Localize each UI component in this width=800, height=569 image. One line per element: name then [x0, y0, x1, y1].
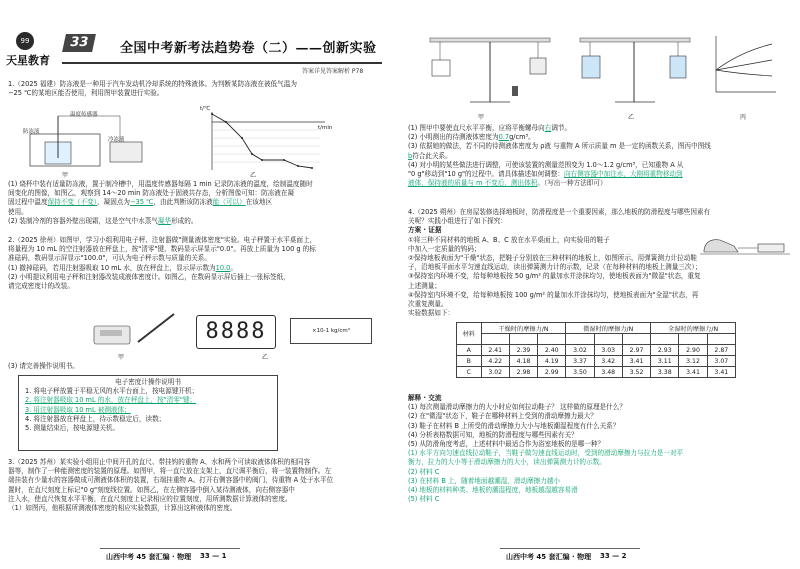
- q2-answer-1: 10.0: [215, 263, 231, 272]
- cell: 3.41: [679, 367, 707, 378]
- cell: 3.48: [594, 367, 622, 378]
- title-rule: [62, 62, 382, 64]
- label-sensor: 温度传感器: [70, 112, 98, 118]
- q1-sub1c-mid2: ，由此判断该防冻液: [153, 198, 213, 207]
- fig-label-bing: 丙: [740, 114, 747, 121]
- q1-answer-2: −35 ℃: [129, 198, 154, 207]
- q4-step-2b: 子，沿地板平面水平匀速直线运动，读出弹簧测力计的示数，记录（在每种材料的地板上测量三次）；: [408, 263, 702, 272]
- table-header-wet: 全湿时的摩擦力/N: [651, 323, 736, 334]
- left-footer-rule: [100, 548, 240, 549]
- cell: 3.02: [481, 367, 509, 378]
- q4-step-2: ②保持地板表面为"干燥"状态，把鞋子分别放在三种材料的地板上，如图所示，用弹簧测力计拉动鞋: [408, 254, 697, 263]
- manual-item-5: 5. 测量结束后，按电源键关机。: [25, 424, 120, 433]
- cell: 3.38: [651, 367, 679, 378]
- table-header-dry: 干燥时的摩擦力/N: [481, 323, 566, 334]
- table-header-material: 材料: [457, 323, 482, 345]
- q4-question-3: (3) 鞋子在材料 B 上所受的滑动摩擦力大小与地板潮湿程度有什么关系？: [408, 421, 620, 430]
- logo-text: 天星教育: [6, 54, 50, 67]
- cell: 2.39: [509, 345, 537, 356]
- q2-scale-syringe-figure: [90, 310, 180, 350]
- q2-intro2: 将量程为 10 mL 的空注射器放在秤盘上，按"清零"键，数码显示屏显示"0.0"。再放上质量为 100 g 的标: [8, 245, 316, 254]
- q2-sub2: (2) 小明提议利用电子秤和注射器改装成液体密度计。如图乙，在数码显示屏后插上一张标签纸，: [8, 272, 290, 281]
- label-fig-yi: 乙: [250, 172, 257, 179]
- cell: 2.99: [538, 367, 566, 378]
- cell: 3.50: [566, 367, 594, 378]
- cell: 2.97: [622, 345, 650, 356]
- q1-sub1c-mid: ，凝固点为: [97, 198, 130, 207]
- left-page-number: 33 — 1: [200, 552, 227, 560]
- q4-intro: 4.（2025 朔州）在房屋装修选择地板时，防滑程度是一个重要因素，那么地板的防滑程度与哪些因素有: [408, 208, 711, 216]
- q1-sub1d: 使用。: [8, 207, 28, 216]
- q4-step-4b: 次重复测量。: [408, 300, 448, 309]
- q1-sub2-post: 形成的。: [171, 216, 198, 225]
- publisher-logo: [6, 32, 58, 68]
- table-row: [457, 367, 736, 378]
- cell: 2.40: [538, 345, 566, 356]
- q4-step-3: ③保持室内环境不变，给每种地板按 50 g/m² 的量加水并涂抹均匀，使地板表面为"微湿"状态，重复: [408, 272, 701, 281]
- q3-sub1-post: 调节。: [551, 124, 572, 132]
- table-row: [457, 345, 736, 356]
- graph-x-label: t/min: [318, 125, 333, 131]
- manual-box: [18, 375, 278, 451]
- q2-sub1-post: 。: [230, 263, 237, 272]
- right-footer: 山西中考 45 套汇编 · 物理: [506, 553, 592, 561]
- right-page-number: 33 — 2: [600, 552, 627, 560]
- q3-answer-3: b: [408, 151, 413, 160]
- q3-sub3: (3) 依据她的做法，若不同的待测液体密度为 ρ液 与重物 A 所示质量 m 是一定的函数关系，图丙中图线: [408, 142, 711, 151]
- question-4: [408, 208, 793, 318]
- fig-label-yi: 乙: [628, 114, 635, 121]
- q1-sub2-text: (2) 装制冷剂的容器外壁出现霜，这是空气中水蒸气: [8, 216, 158, 225]
- q3-intro5: 注入水，使直尺恢复水平平衡，在直尺刻度上记录相应的位置刻度，用所测数据计算液体的密度。: [8, 494, 292, 503]
- q4-question-1: (1) 每次测量滑动摩擦力的大小时应如何拉动鞋子？ 这样做的原理是什么？: [408, 403, 626, 412]
- graph-y-label: t/℃: [200, 106, 211, 112]
- cell: 3.12: [679, 356, 707, 367]
- q2-intro: 2.（2025 徐州）如图甲，学习小组利用电子秤、注射器做"测量液体密度"实验。电子秤置于水平桌面上，: [8, 236, 317, 244]
- q4-step-3b: 上述测量；: [408, 281, 441, 290]
- q2-label-jia: 甲: [118, 354, 125, 361]
- q3-sub4b-text: "0 g"移动到"10 g"的过程中。请具体描述如何调整：: [408, 170, 564, 179]
- q3-sub4c-post: 。（写出一种方法即可）: [537, 179, 607, 188]
- q4-intro2: 关呢？实践小组进行了如下探究：: [408, 217, 507, 226]
- q4-answer-4: (4) 地板的材料种类、地板的潮湿程度，地板越湿越容易滑: [408, 486, 578, 495]
- q2-sub1: [8, 264, 393, 273]
- page-title: 全国中考新考法趋势卷（二）——创新实验: [120, 41, 377, 56]
- cell: 2.87: [707, 345, 735, 356]
- q1-sub1c-pre: 固过程中温度: [8, 198, 48, 207]
- manual-title: 电子密度计操作说明书: [115, 378, 181, 386]
- q3-intro2: 器等，制作了一种能测密度的装置的原理。如图甲，将一直尺放在支架上，直尺调平衡后，将一装置物制作。左: [8, 467, 332, 476]
- q4-question-2: (2) 在"微湿"状态下，鞋子在哪种材料上受到的滑动摩擦力最大？: [408, 412, 597, 421]
- q3-sub2-post: g/cm³。: [509, 133, 535, 142]
- shoe-spring-figure: [700, 232, 790, 258]
- q3-intro: 3.（2025 苏州）某实验小组用止中间开孔的直尺、带挂钩的重物 A、水和两个可读取液体体积的相同容: [8, 458, 311, 466]
- manual-item-4: 4. 将注射器放在秤盘上，待示数稳定后，读数；: [25, 414, 166, 423]
- label-antifreeze: 防冻液: [23, 129, 40, 135]
- q4-answer-5: (5) 材料 C: [408, 495, 440, 504]
- q2-label-yi: 乙: [262, 354, 269, 361]
- manual-item-2: 2. 将注射器吸取 10 mL 的水，放在秤盘上，按"清零"键；: [25, 396, 197, 405]
- row-b-name: B: [457, 356, 482, 367]
- q2-sub1-pre: (1) 撤掉砝码，若用注射器吸取 10 mL 水，放在秤盘上，显示屏示数为: [8, 263, 216, 272]
- q3-sub4c: [408, 179, 793, 188]
- q1-sub1b: 间变化的图像，如图乙，观察到 14～20 min 防冻液处于固液共存态，分析图像可知：防冻液在凝: [8, 189, 295, 198]
- question-3: [8, 458, 393, 513]
- q3-intro3: 端挂装有少量水的容器做成可测液体体积的装置，右端挂重物 A。打开右侧容器中的阀门，待重物 A 处于水平位: [8, 476, 334, 485]
- q3-answer-4a: 向右侧容器中加注水，大刚将重物移动到: [563, 170, 683, 179]
- q1-answer-4: 凝华: [157, 216, 172, 225]
- q1-answer-3: 能（可以）: [212, 198, 246, 207]
- q1-sub1: (1) 烧杯中装有适量防冻液，置于制冷槽中，用温度传感器每隔 1 min 记录防冻液的温度，绘制温度随时: [8, 180, 313, 188]
- q4-question-5: (5) 从防滑角度考虑，上述材料中最适合作为浴室地板的是哪一种？: [408, 440, 605, 449]
- q1-sub1c-post: 在该地区: [245, 198, 273, 207]
- q4-method-title: 方案 · 证据: [408, 226, 442, 235]
- q4-step-1: ①将三种不同材料的地板 A、B、C 放在水平桌面上，向实验用的鞋子: [408, 235, 610, 244]
- q4-answer-2: (2) 材料 C: [408, 467, 440, 476]
- q3-answer-1: 右: [544, 124, 552, 132]
- q3-sub3b-post: 符合此关系。: [412, 151, 452, 160]
- cell: 3.37: [566, 356, 594, 367]
- q4-answer-1b: 衡力，拉力的大小等于滑动摩擦力的大小，读出弹簧测力计的示数。: [408, 458, 606, 467]
- manual-item-1: 1. 将电子秤放置于平稳无风的水平台面上，按电源键开机；: [25, 387, 199, 396]
- question-1: [8, 80, 393, 98]
- q1-temperature-graph: [190, 108, 333, 178]
- q1-figure-apparatus: [20, 112, 170, 178]
- fig-label-jia: 甲: [478, 114, 485, 121]
- cell: 3.07: [707, 356, 735, 367]
- q3-sub4b: [408, 170, 793, 179]
- row-c-name: C: [457, 367, 482, 378]
- row-a-name: A: [457, 345, 482, 356]
- q3-sub3b: [408, 152, 793, 161]
- cell: 2.41: [481, 345, 509, 356]
- q4-answer-3: (3) 在材料 B 上，随着地面越潮湿，滑动摩擦力越小: [408, 476, 561, 485]
- label-coolant: 冷冻液: [108, 137, 125, 143]
- cell: 2.93: [651, 345, 679, 356]
- q4-analysis-title: 解释 · 交流: [408, 394, 442, 402]
- q4-analysis: [408, 394, 793, 504]
- q4-step-1b: 中加入一定质量的钩码；: [408, 244, 481, 253]
- q3-answer-4b: 液体，保持液的质量与 m 不变后，测出体积: [408, 179, 538, 188]
- q1-sub2: [8, 217, 393, 226]
- cell: 2.98: [509, 367, 537, 378]
- logo-badge: 99: [16, 32, 34, 50]
- q1-intro: 1.（2025 福建）防冻液是一种用于汽车发动机冷却系统的特殊液体。为判断某防冻液在被低气温为: [8, 80, 297, 88]
- q3-sub1: [408, 124, 793, 133]
- question-2: [8, 236, 393, 291]
- q1-sub1c: [8, 198, 393, 207]
- cell: 4.22: [481, 356, 509, 367]
- q2-sub2b: 请完成密度计的改装。: [8, 282, 74, 291]
- q4-question-4: (4) 分析表格数据可知，地板的防滑程度与哪些因素有关？: [408, 430, 578, 439]
- cell: 3.42: [594, 356, 622, 367]
- table-row: [457, 356, 736, 367]
- right-footer-rule: [500, 548, 640, 549]
- q1-subquestions: [8, 180, 393, 226]
- q3-sub1-pre: (1) 图甲中要使直尺水平平衡，应将平衡螺母向: [408, 124, 545, 132]
- cell: 3.41: [622, 356, 650, 367]
- cell: 4.18: [509, 356, 537, 367]
- paper-number: 33: [62, 34, 96, 52]
- cell: 2.90: [679, 345, 707, 356]
- q3-subquestions: [408, 124, 793, 188]
- cell: 3.02: [566, 345, 594, 356]
- q3-sub2-pre: (2) 小明测出的待测液体密度为: [408, 133, 499, 142]
- q4-table-caption: 实验数据如下：: [408, 309, 455, 318]
- q3-sub4: (4) 对小明的某些做法进行调整，可使该装置的测量范围变为 1.0～1.2 g/cm³，已知重物 A 从: [408, 160, 684, 169]
- cell: 3.52: [622, 367, 650, 378]
- cell: 4.19: [538, 356, 566, 367]
- friction-data-table: [456, 322, 736, 378]
- digital-display: 8888: [196, 315, 276, 349]
- answer-reference: 答案详见答案解析 P78: [302, 68, 364, 75]
- right-page: [400, 0, 800, 569]
- manual-item-3: 3. 用注射器吸取 10 mL 被测液体；: [25, 405, 131, 414]
- q3-answer-2: 0.7: [498, 133, 510, 142]
- left-footer: 山西中考 45 套汇编 · 物理: [106, 553, 192, 561]
- cell: 3.03: [594, 345, 622, 356]
- table-header-damp: 微湿时的摩擦力/N: [566, 323, 651, 334]
- q2-intro3: 准砝码，数码显示屏显示"100.0"，可认为电子秤示数与质量的关系。: [8, 254, 211, 263]
- q3-intro4: 置时，在直尺刻度上标记"0 g"刻度线位置。如图乙，在左侧容器中倒入某待测液体，向右侧容器中: [8, 485, 295, 494]
- label-fig-jia: 甲: [62, 172, 69, 179]
- q4-answer-1: (1) 水平方向匀速直线拉动鞋子，当鞋子做匀速直线运动时，受到的滑动摩擦力与拉力是一对平: [408, 449, 684, 458]
- q3-balance-figures: [420, 30, 780, 112]
- cell: 3.41: [707, 367, 735, 378]
- q1-answer-1: 保持不变（不变）: [47, 198, 98, 207]
- label-paper: ×10-1 kg/cm³: [290, 318, 372, 344]
- q2-sub3: (3) 请完善操作说明书。: [8, 362, 79, 370]
- cell: 3.11: [651, 356, 679, 367]
- q3-intro6: （1）如图丙，他根据所测液体密度的相应实验数据，计算出这种液体的密度。: [8, 504, 237, 513]
- q1-intro2: −25 ℃的某地区能否使用，利用图甲装置进行实验。: [8, 89, 164, 98]
- q4-step-4: ④保持室内环境不变，给每种地板按 100 g/m² 的量加水并涂抹均匀，使地板表面为"全湿"状态，再: [408, 290, 699, 299]
